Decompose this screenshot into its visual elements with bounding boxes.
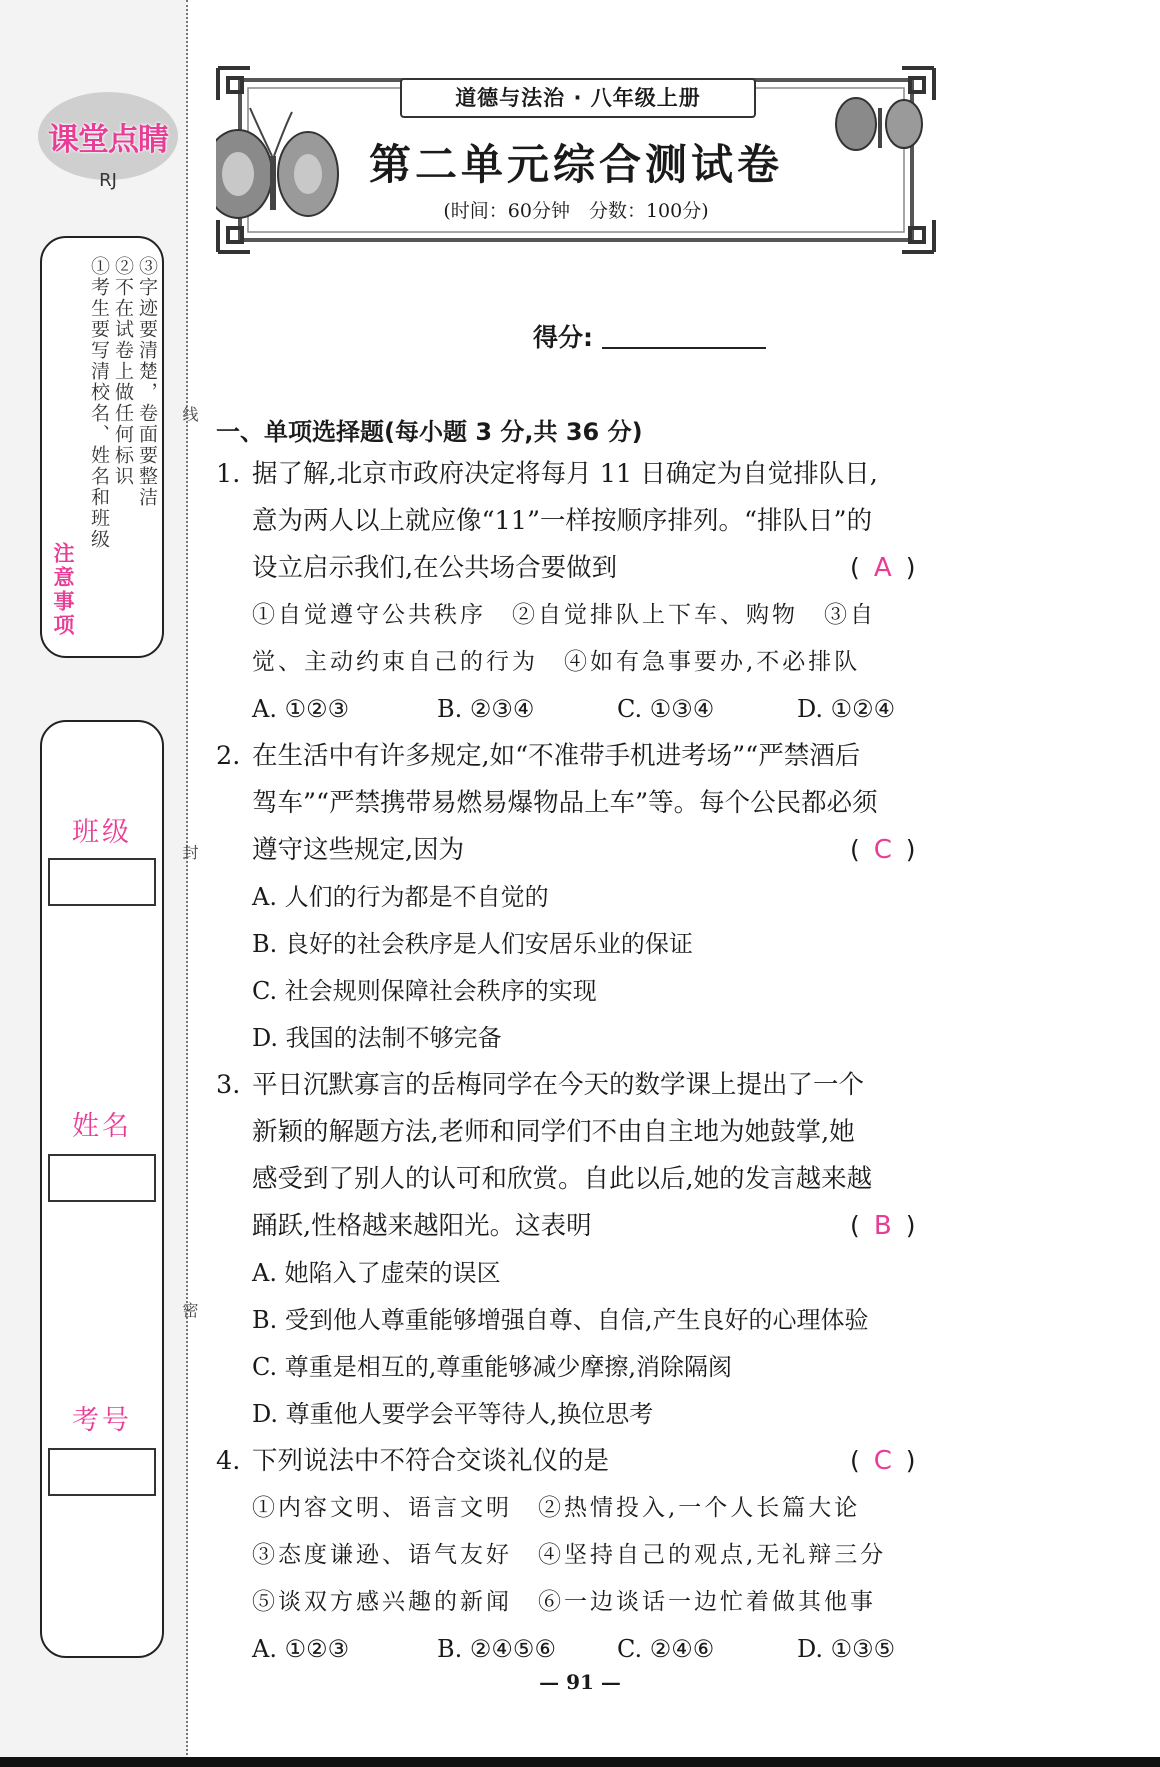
question-text: 平日沉默寡言的岳梅同学在今天的数学课上提出了一个 — [252, 1070, 865, 1100]
option-c[interactable]: C. ①③④ — [617, 695, 715, 723]
bracket-close: ) — [905, 553, 916, 582]
score-label: 得分: — [533, 323, 593, 352]
bracket-close: ) — [905, 1446, 916, 1475]
sub-item: 觉、主动约束自己的行为 ④如有急事要办,不必排队 — [252, 649, 861, 675]
option-c[interactable]: C. 尊重是相互的,尊重能够减少摩擦,消除隔阂 — [252, 1353, 733, 1381]
answer-letter: A — [873, 553, 892, 583]
option-d[interactable]: D. ①③⑤ — [797, 1635, 896, 1663]
option-c[interactable]: C. 社会规则保障社会秩序的实现 — [252, 977, 597, 1005]
option-d[interactable]: D. 我国的法制不够完备 — [252, 1024, 502, 1052]
question-text: 踊跃,性格越来越阳光。这表明 — [252, 1211, 592, 1241]
name-label: 姓名 — [72, 1111, 132, 1142]
option-c[interactable]: C. ②④⑥ — [617, 1635, 715, 1663]
sub-item: ①自觉遵守公共秩序 ②自觉排队上下车、购物 ③自 — [252, 602, 876, 628]
question-number: 4. — [216, 1446, 241, 1476]
bracket-close: ) — [905, 835, 916, 864]
answer-letter: B — [873, 1211, 892, 1241]
question-text: 据了解,北京市政府决定将每月 11 日确定为自觉排队日, — [252, 459, 878, 489]
logo-text: 课堂点睛 — [48, 122, 168, 158]
answer-bracket — [850, 551, 916, 585]
exam-number-label: 考号 — [72, 1405, 132, 1436]
option-a[interactable]: A. 她陷入了虚荣的误区 — [252, 1259, 501, 1287]
exam-header — [216, 66, 936, 254]
option-a[interactable]: A. ①②③ — [252, 1635, 350, 1663]
student-info-box — [40, 720, 164, 1658]
name-field[interactable] — [48, 1154, 156, 1202]
cut-mark-secret: 密 — [180, 1302, 199, 1318]
cut-mark-line: 线 — [180, 406, 199, 422]
notice-item-2: ②不在试卷上做任何标识 — [112, 256, 134, 487]
class-field[interactable] — [48, 858, 156, 906]
answer-bracket — [850, 1444, 916, 1478]
answer-bracket — [850, 833, 916, 867]
answer-bracket — [850, 1209, 916, 1243]
notice-item-1: ①考生要写清校名、姓名和班级 — [88, 256, 110, 550]
brand-logo — [38, 92, 178, 192]
question-text: 在生活中有许多规定,如“不准带手机进考场”“严禁酒后 — [252, 741, 861, 771]
bracket-open: ( — [850, 553, 860, 582]
option-b[interactable]: B. ②④⑤⑥ — [437, 1635, 556, 1663]
question-text: 下列说法中不符合交谈礼仪的是 — [252, 1446, 610, 1476]
notice-item-3: ③字迹要清楚，卷面要整洁 — [136, 256, 158, 508]
option-b[interactable]: B. 良好的社会秩序是人们安居乐业的保证 — [252, 930, 693, 958]
question-text: 感受到了别人的认可和欣赏。自此以后,她的发言越来越 — [252, 1164, 873, 1194]
bracket-close: ) — [905, 1211, 916, 1240]
notice-box — [40, 236, 164, 658]
question-text: 驾车”“严禁携带易燃易爆物品上车”等。每个公民都必须 — [252, 788, 878, 818]
question-text: 意为两人以上就应像“11”一样按顺序排列。“排队日”的 — [252, 506, 873, 536]
bracket-open: ( — [850, 1211, 860, 1240]
notice-title: 注意事项 — [51, 542, 75, 638]
score-blank[interactable] — [602, 347, 766, 349]
option-b[interactable]: B. ②③④ — [437, 695, 535, 723]
option-d[interactable]: D. 尊重他人要学会平等待人,换位思考 — [252, 1400, 654, 1428]
bracket-open: ( — [850, 1446, 860, 1475]
page-number: — 91 — — [539, 1670, 621, 1694]
question-number: 1. — [216, 459, 241, 489]
option-d[interactable]: D. ①②④ — [797, 695, 896, 723]
question-text: 遵守这些规定,因为 — [252, 835, 465, 865]
option-a[interactable]: A. 人们的行为都是不自觉的 — [252, 883, 549, 911]
sub-item: ③态度谦逊、语气友好 ④坚持自己的观点,无礼辩三分 — [252, 1542, 887, 1568]
option-a[interactable]: A. ①②③ — [252, 695, 350, 723]
option-b[interactable]: B. 受到他人尊重能够增强自尊、自信,产生良好的心理体验 — [252, 1306, 869, 1334]
section-heading: 一、单项选择题(每小题 3 分,共 36 分) — [216, 418, 643, 446]
answer-letter: C — [873, 1446, 892, 1476]
answer-letter: C — [873, 835, 892, 865]
cut-mark-seal: 封 — [180, 844, 199, 860]
cut-line — [186, 0, 188, 1767]
class-label: 班级 — [72, 817, 132, 848]
question-text: 新颖的解题方法,老师和同学们不由自主地为她鼓掌,她 — [252, 1117, 855, 1147]
bracket-open: ( — [850, 835, 860, 864]
logo-sub: RJ — [99, 170, 117, 191]
question-number: 3. — [216, 1070, 241, 1100]
sub-item: ⑤谈双方感兴趣的新闻 ⑥一边谈话一边忙着做其他事 — [252, 1589, 876, 1615]
bottom-bar — [0, 1757, 1160, 1767]
subject-label: 道德与法治 · 八年级上册 — [400, 78, 756, 118]
question-text: 设立启示我们,在公共场合要做到 — [252, 553, 618, 583]
exam-number-field[interactable] — [48, 1448, 156, 1496]
sub-item: ①内容文明、语言文明 ②热情投入,一个人长篇大论 — [252, 1495, 861, 1521]
exam-title: 第二单元综合测试卷 — [368, 140, 783, 189]
exam-time-score: (时间：60分钟 分数：100分) — [443, 200, 709, 222]
question-number: 2. — [216, 741, 241, 771]
